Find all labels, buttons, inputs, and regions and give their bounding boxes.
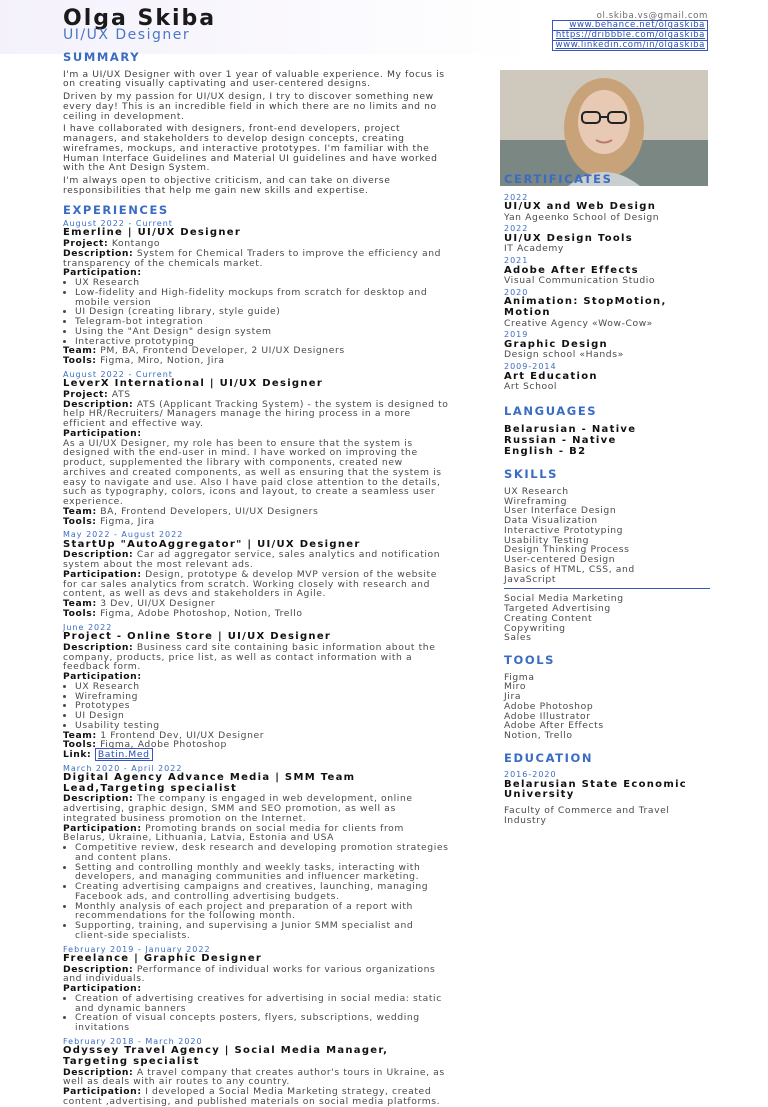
list-item: • Prototypes [75, 701, 449, 711]
right-column [504, 174, 710, 825]
language-item: Belarusian - Native [504, 424, 637, 436]
list-item: • Supporting, training, and supervising a Junior SMM specialist and client-side specialists. [75, 921, 449, 941]
summary-paragraph: I'm always open to objective criticism, and can take on diverse responsibilities that help me gain new skills and expertise. [63, 175, 391, 196]
list-item: • UX Research [75, 682, 449, 692]
skills-divider [504, 588, 710, 589]
label-participation: Participation: [63, 983, 142, 995]
skill-item: Wireframing [504, 495, 568, 507]
project-name: ATS [111, 388, 131, 400]
certificate-title: UI/UX and Web Design [504, 200, 657, 212]
certificate-year: 2009-2014 [504, 362, 557, 372]
team-text: PM, BA, Frontend Developer, 2 UI/UX Designers [100, 345, 345, 357]
participation-list [75, 278, 449, 346]
tools-text: Figma, Adobe Photoshop, Notion, Trello [100, 607, 303, 619]
list-item: • Wireframing [75, 692, 449, 702]
certificate-item [504, 363, 710, 392]
tool-item: Figma [504, 671, 535, 683]
linkedin-link[interactable]: www.linkedin.com/in/olgaskiba [552, 40, 708, 51]
list-item: • UI Design [75, 711, 449, 721]
summary-paragraph: Driven by my passion for UI/UX design, I try to discover something new every day! This is an incredible field in which there are no limits and no ceiling in development. [63, 91, 437, 122]
certificate-title: Adobe After Effects [504, 264, 639, 276]
skill-item: Data Visualization [504, 515, 598, 526]
list-item: • Creation of advertising creatives for advertising in social media: static and dynamic banners [75, 994, 449, 1014]
skill-item: Social Media Marketing [504, 593, 624, 605]
experience-title: Emerline | UI/UX Designer [63, 227, 242, 239]
certificate-title: Art Education [504, 370, 598, 382]
experience-date: February 2019 - January 2022 [63, 944, 211, 954]
education-year: 2016-2020 [504, 770, 557, 780]
skill-item: Design Thinking Process [504, 544, 630, 556]
list-item: • Monthly analysis of each project and preparation of a report with recommendations for the following month. [75, 902, 449, 922]
portrait-image [500, 70, 708, 186]
participation-list [75, 682, 449, 731]
label-participation: Participation: [63, 267, 142, 279]
label-team: Team: [63, 505, 97, 517]
list-item: • Competitive review, desk research and developing promotion strategies and content plans. [75, 843, 449, 863]
left-column [63, 52, 449, 1107]
experience-item [63, 531, 449, 618]
language-item: Russian - Native [504, 435, 617, 447]
label-participation: Participation: [63, 568, 142, 580]
candidate-role: UI/UX Designer [63, 27, 191, 43]
dribbble-link[interactable]: https://dribbble.com/olgaskiba [552, 30, 708, 41]
experience-item [63, 220, 449, 366]
experience-description: ATS (Applicant Tracking System) - the system is designed to help HR/Recruiters/ Managers manage the hiring process in a more efficient and effective way. [63, 398, 449, 430]
certificate-item [504, 289, 710, 328]
tools-text: Figma, Jira [100, 515, 155, 527]
skill-item: Creating Content [504, 612, 593, 624]
tool-item: Adobe Illustrator [504, 710, 591, 722]
experience-title: Odyssey Travel Agency | Social Media Manager, Targeting specialist [63, 1045, 389, 1068]
tool-item: Adobe After Effects [504, 720, 604, 732]
list-item: • Setting and controlling monthly and weekly tasks, interacting with developers, and managing communities and influencer marketing. [75, 863, 449, 883]
list-item: • Creating advertising campaigns and creatives, launching, managing Facebook ads, and controlling advertising budgets. [75, 882, 449, 902]
candidate-name: Olga Skiba [63, 6, 217, 31]
label-description: Description: [63, 963, 134, 975]
project-name: Kontango [111, 238, 161, 250]
list-item: • UI Design (creating library, style guide) [75, 307, 449, 317]
experiences-title: EXPERIENCES [63, 202, 169, 217]
experience-title: LeverX International | UI/UX Designer [63, 378, 324, 390]
label-team: Team: [63, 345, 97, 357]
contact-block [552, 12, 708, 51]
label-description: Description: [63, 1066, 134, 1078]
faculty-name: Faculty of Commerce and Travel Industry [504, 804, 670, 826]
certificate-title: UI/UX Design Tools [504, 232, 634, 244]
certificates-title: CERTIFICATES [504, 172, 613, 186]
skill-item: Interactive Prototyping [504, 524, 624, 536]
experience-description: Business card site containing basic information about the company, products, price list, as well as contact information with a feedback form. [63, 641, 436, 673]
skill-item: Usability Testing [504, 534, 590, 546]
education-title: EDUCATION [504, 750, 594, 765]
label-tools: Tools: [63, 355, 97, 367]
list-item: • Creation of visual concepts posters, flyers, subscriptions, wedding invitations [75, 1013, 449, 1033]
label-project: Project: [63, 388, 109, 400]
label-participation: Participation: [63, 1086, 142, 1098]
label-description: Description: [63, 549, 134, 561]
list-item: • Telegram-bot integration [75, 317, 449, 327]
label-participation: Participation: [63, 427, 142, 439]
skill-item: Copywriting [504, 622, 566, 634]
experience-item [63, 765, 449, 941]
experience-date: May 2022 - August 2022 [63, 530, 184, 540]
certificate-year: 2022 [504, 224, 529, 234]
list-item: • Low-fidelity and High-fidelity mockups from scratch for desktop and mobile version [75, 288, 449, 308]
tool-item: Miro [504, 681, 527, 693]
label-team: Team: [63, 729, 97, 741]
participation-list [75, 994, 449, 1033]
certificate-org: Design school «Hands» [504, 349, 624, 361]
experience-title: StartUp "AutoAggregator" | UI/UX Designer [63, 538, 361, 550]
certificate-org: Creative Agency «Wow-Cow» [504, 317, 653, 329]
label-participation: Participation: [63, 822, 142, 834]
skill-item: Sales [504, 632, 532, 644]
skills-title: SKILLS [504, 467, 559, 482]
certificate-year: 2019 [504, 330, 529, 340]
label-tools: Tools: [63, 607, 97, 619]
skill-item: User Interface Design [504, 505, 617, 517]
tools-text: Figma, Adobe Photoshop [100, 739, 227, 751]
profile-photo [500, 70, 708, 186]
tool-item: Notion, Trello [504, 730, 573, 741]
experience-description: A travel company that creates author's tours in Ukraine, as well as deals with air routes to any country. [63, 1066, 445, 1088]
experience-description: Performance of individual works for various organizations and individuals. [63, 963, 436, 985]
experience-description: System for Chemical Traders to improve the efficiency and transparency of the chemicals market. [63, 247, 442, 269]
label-description: Description: [63, 247, 134, 259]
list-item: • Usability testing [75, 721, 449, 731]
label-tools: Tools: [63, 515, 97, 527]
tools-title: TOOLS [504, 653, 556, 667]
list-item: • Interactive prototyping [75, 337, 449, 347]
summary-section [63, 52, 449, 196]
label-link: Link: [63, 749, 92, 760]
summary-paragraph: I'm a UI/UX Designer with over 1 year of valuable experience. My focus is on creating visually captivating and user-centered designs. [63, 68, 445, 90]
experience-item [63, 371, 449, 527]
email-text[interactable]: ol.skiba.vs@gmail.com [596, 11, 708, 21]
certificate-title: Animation: StopMotion, Motion [504, 296, 667, 318]
certificate-year: 2022 [504, 192, 529, 202]
certificate-item [504, 257, 710, 286]
label-description: Description: [63, 641, 134, 653]
experience-date: March 2020 - April 2022 [63, 763, 183, 773]
experience-date: February 2018 - March 2020 [63, 1036, 203, 1046]
summary-title: SUMMARY [63, 50, 141, 64]
tool-item: Jira [504, 691, 522, 702]
participation-text: I developed a Social Media Marketing strategy, created content ,advertising, and published materials on social media platforms. [63, 1086, 441, 1107]
list-item: • UX Research [75, 278, 449, 288]
certificate-year: 2021 [504, 256, 529, 266]
certificate-title: Graphic Design [504, 338, 608, 350]
experience-title: Project - Online Store | UI/UX Designer [63, 631, 332, 643]
certificate-org: IT Academy [504, 243, 564, 255]
team-text: BA, Frontend Developers, UI/UX Designers [100, 505, 319, 517]
experience-description: The company is engaged in web development, online advertising, graphic design, SMM and SEO promotion, as well as integrated business promotion on the Internet. [63, 793, 413, 824]
experience-item [63, 946, 449, 1033]
participation-text: As a UI/UX Designer, my role has been to ensure that the system is designed with the end-user in mind. I have worked on improving the product, supplemented the library with components, created new archives and created components, as well as ensuring that the system is easy to navigate and use. Also I have paid close attention to the details, such as typography, colors, icons and layout, to create a seamless user experience. [63, 437, 442, 508]
label-project: Project: [63, 238, 109, 250]
behance-link[interactable]: www.behance.net/olgaskiba [552, 20, 708, 31]
experience-date: August 2022 - Current [63, 219, 173, 228]
skill-item: Targeted Advertising [504, 603, 611, 614]
skill-item: Basics of HTML, CSS, and JavaScript [504, 563, 635, 585]
project-link[interactable]: Batin.Med [95, 748, 153, 761]
participation-text: Promoting brands on social media for clients from Belarus, Ukraine, Lithuania, Latvia, Estonia and USA [63, 822, 404, 844]
certificate-item [504, 194, 710, 223]
certificate-org: Visual Communication Studio [504, 275, 656, 287]
skill-item: UX Research [504, 485, 569, 497]
experience-item [63, 1038, 449, 1107]
certificate-year: 2020 [504, 287, 529, 297]
summary-paragraph: I have collaborated with designers, front-end developers, project managers, and stakeholders to develop design concepts, creating wireframes, mockups, and interactive prototypes. I'm familiar with the Human Interface Guidelines and Material UI guidelines and have worked with the Ant Design System. [63, 123, 438, 174]
skill-item: User-centered Design [504, 554, 616, 565]
experience-item [63, 624, 449, 760]
participation-list [75, 843, 449, 941]
tools-text: Figma, Miro, Notion, Jira [100, 355, 225, 367]
label-description: Description: [63, 398, 134, 410]
university-name: Belarusian State Economic University [504, 778, 688, 801]
experience-title: Digital Agency Advance Media | SMM Team Lead,Targeting specialist [63, 772, 356, 794]
experience-date: June 2022 [63, 622, 113, 632]
label-tools: Tools: [63, 739, 97, 751]
language-item: English - B2 [504, 445, 587, 457]
participation-text: Design, prototype & develop MVP version of the website for car sales analytics from scratch. Working closely with research and content, as well as devs and stakeholders in Agile. [63, 568, 437, 600]
languages-title: LANGUAGES [504, 403, 598, 418]
certificate-org: Yan Ageenko School of Design [504, 211, 660, 223]
experience-title: Freelance | Graphic Designer [63, 953, 263, 965]
team-text: 1 Frontend Dev, UI/UX Designer [100, 729, 265, 741]
team-text: 3 Dev, UI/UX Designer [100, 598, 216, 610]
experience-description: Car ad aggregator service, sales analytics and notification system about the most relevant ads. [63, 549, 441, 571]
certificate-item [504, 225, 710, 254]
certificate-item [504, 331, 710, 360]
certificate-org: Art School [504, 381, 558, 393]
experience-date: August 2022 - Current [63, 369, 173, 379]
label-team: Team: [63, 598, 97, 610]
label-description: Description: [63, 793, 134, 805]
tool-item: Adobe Photoshop [504, 700, 594, 712]
label-participation: Participation: [63, 671, 142, 682]
list-item: • Using the "Ant Design" design system [75, 327, 449, 337]
